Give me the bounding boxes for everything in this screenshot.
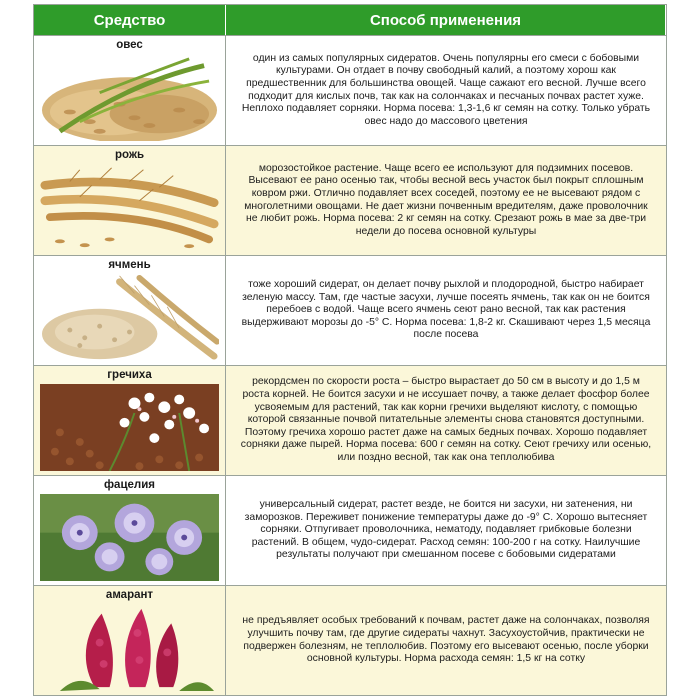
row-rye-name: рожь [114, 149, 145, 161]
row-rye-text: морозостойкое растение. Чаще всего ее используют для подзимних посевов. Высевают ее рано осенью так, чтобы весной весь участок был покрыт сплошным ковром ржи. Отлично подавляет всех соседей, поэтому ее не высевают рядом с многолетними овощами. Не дает жизни почвенным вредителям, даже проволочник не любит рожь. Норма посева: 2 кг семян на сотку. Срезают рожь в мае за две-три недели до посева основной культуры [226, 145, 666, 255]
row-amaranth-image-cell [34, 585, 226, 695]
seeding-table [33, 4, 667, 696]
row-phacelia-name: фацелия [103, 479, 155, 491]
row-buckwheat-name: гречиха [107, 369, 152, 381]
row-barley-text: тоже хороший сидерат, он делает почву рыхлой и плодородной, быстро набирает зеленую массу. Там, где частые засухи, лучше посеять ячмень, так как он не боится перебоев с водой. Чаще всего ячмень сеют рано весной, так как растения выдерживают морозы до -5° С. Норма посева: 1,8-2 кг. Скашивают через 1,5 месяца после посева [226, 255, 666, 365]
row-amaranth-text: не предъявляет особых требований к почвам, растет даже на солончаках, позволяя улучшить почву там, где другие сидераты чахнут. Засухоустойчив, практически не подвержен болезням, не теплолюбив. Поэтому его высевают осенью, после уборки основной культуры. Норма расхода семян: 1,5 кг на сотку [226, 585, 666, 695]
header-remedy: Средство [34, 5, 226, 35]
row-buckwheat-image-cell [34, 365, 226, 475]
amaranth-image [40, 604, 219, 691]
row-oat-image-cell [34, 35, 226, 145]
barley-image [40, 274, 219, 361]
row-oat-text: один из самых популярных сидератов. Очень популярны его смеси с бобовыми культурами. Он отдает в почву свободный калий, а поэтому хорош как предшественник для большинства овощей. Чаще сажают его весной. Лучше всего подходит для кислых почв, так как на солончаках и песчаных почвах растет хуже. Неплохо подавляет сорняки. Норма посева: 1,3-1,6 кг семян на сотку. Только убрать овес надо до массового цветения [226, 35, 666, 145]
rye-ears-image [40, 164, 219, 251]
oat-grain-image [40, 54, 219, 141]
buckwheat-image [40, 384, 219, 471]
row-barley-image-cell [34, 255, 226, 365]
row-rye-image-cell [34, 145, 226, 255]
row-amaranth-name: амарант [105, 589, 154, 601]
phacelia-image [40, 494, 219, 581]
header-usage: Способ применения [226, 5, 666, 35]
row-oat-name: овес [116, 39, 143, 51]
row-barley-name: ячмень [108, 259, 151, 271]
row-phacelia-text: универсальный сидерат, растет везде, не боится ни засухи, ни затенения, ни заморозков. Переживет понижение температуры даже до -9° С. Хорошо вытесняет сорняки. Отпугивает проволочника, нематоду, подавляет грибковые болезни растений. В общем, чудо-сидерат. Расход семян: 100-200 г на сотку. Наилучшие результаты получают при смешанном посеве с бобовыми сидератами [226, 475, 666, 585]
row-buckwheat-text: рекордсмен по скорости роста – быстро вырастает до 50 см в высоту и до 1,5 м роста корней. Не боится засухи и не иссушает почву, а также делает фосфор более усвояемым для растений, так как корни гречихи выделяют кислоту, с помощью которой связанные почвой питательные элементы снова становятся доступными. Поэтому гречиха хорошо растет даже на самых бедных почвах. Хорошо подавляет сорняки даже пырей. Норма посева: 600 г семян на сотку. Сеют гречиху или осенью, или поздно весной, так как она теплолюбива [226, 365, 666, 475]
row-phacelia-image-cell [34, 475, 226, 585]
